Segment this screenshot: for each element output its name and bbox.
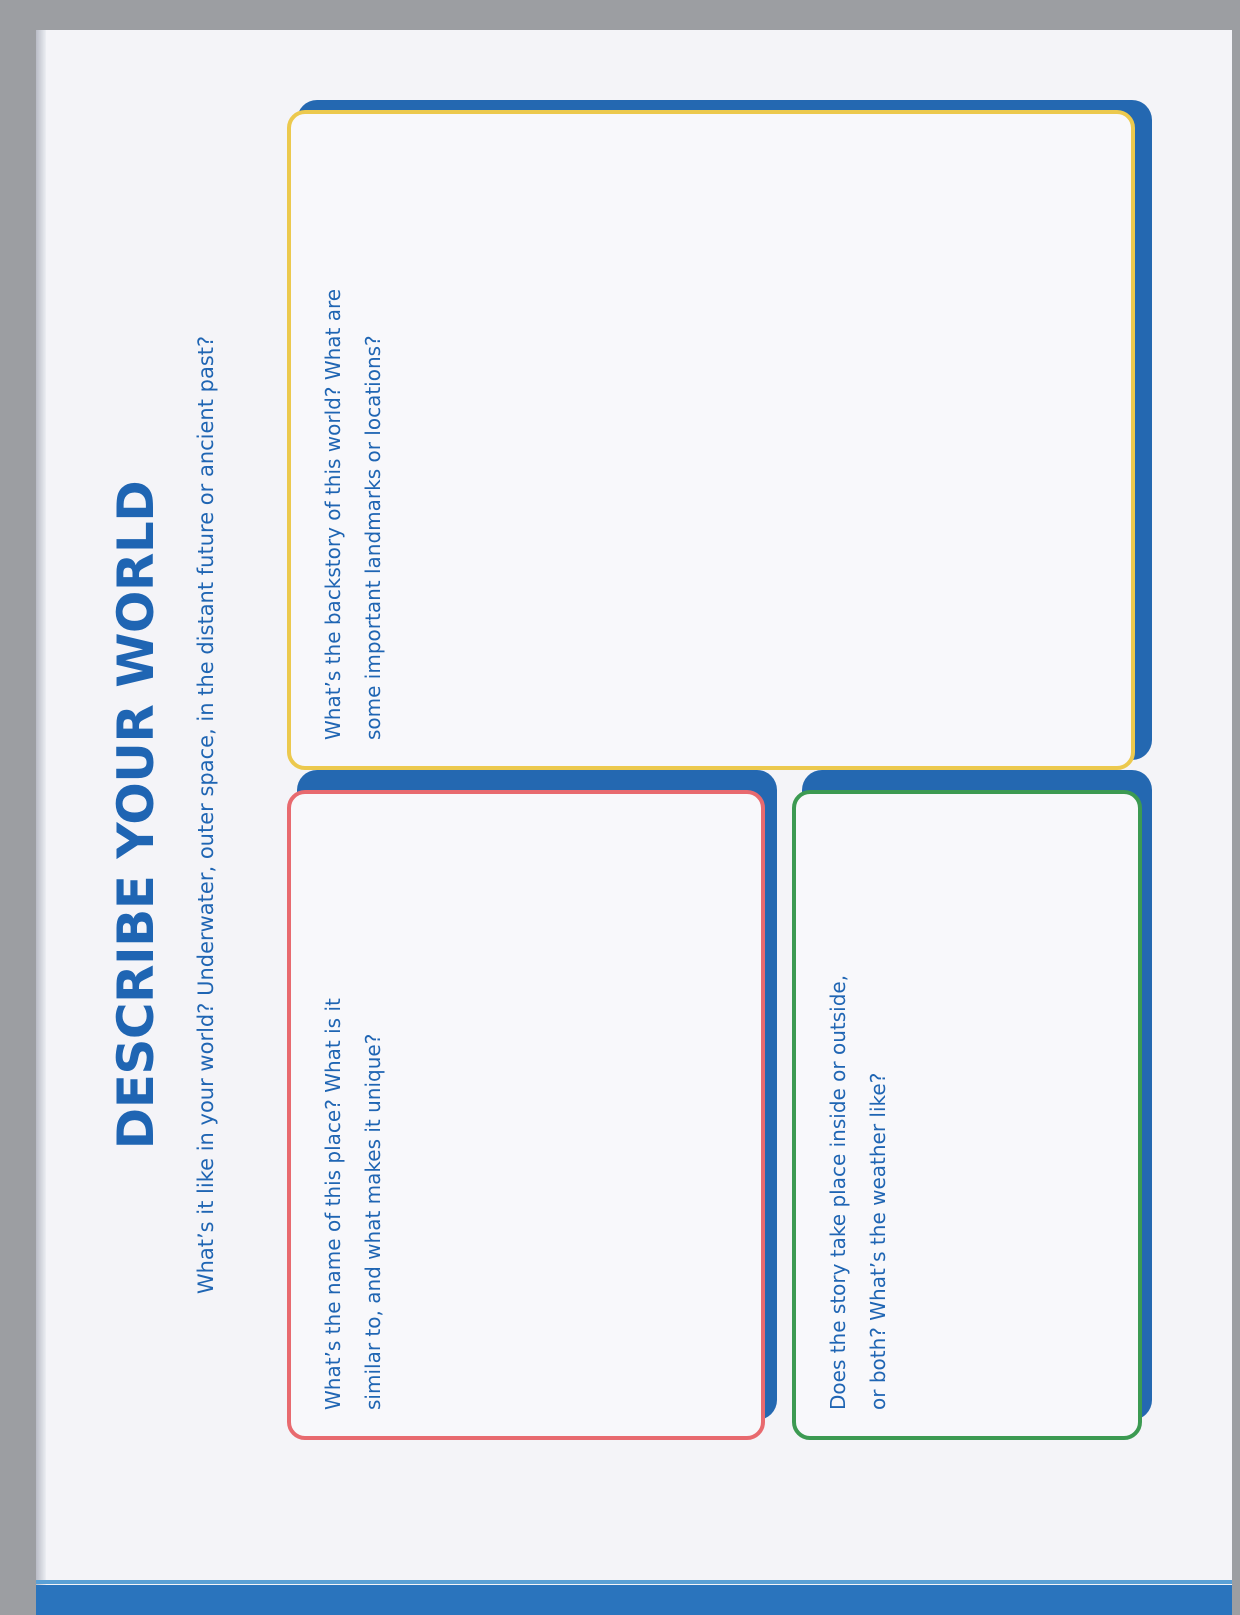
card-setting-prompt-line1: Does the story take place inside or outside,	[826, 974, 850, 1410]
card-backstory-prompt	[313, 140, 393, 740]
rotated-worksheet	[52, 70, 1202, 1560]
card-setting-prompt-line2: or both? What’s the weather like?	[866, 1072, 890, 1410]
card-name-prompt	[313, 820, 393, 1410]
card-backstory-prompt-line2: some important landmarks or locations?	[361, 335, 385, 740]
page-edge-highlight	[36, 1580, 1232, 1584]
card-setting-prompt	[818, 820, 898, 1410]
page-edge-cover	[36, 1585, 1232, 1615]
page-subtitle: What’s it like in your world? Underwater, outer space, in the distant future or ancient past?	[194, 335, 218, 1295]
page-title: DESCRIBE YOUR WORLD	[107, 480, 165, 1150]
card-setting-weather[interactable]	[792, 790, 1142, 1440]
card-name-of-place[interactable]	[287, 790, 765, 1440]
card-backstory-prompt-line1: What’s the backstory of this world? What are	[321, 288, 345, 740]
card-name-prompt-line2: similar to, and what makes it unique?	[361, 1033, 385, 1410]
card-name-prompt-line1: What’s the name of this place? What is it	[321, 998, 345, 1410]
card-backstory[interactable]	[287, 110, 1135, 770]
page-spine	[36, 30, 46, 1585]
